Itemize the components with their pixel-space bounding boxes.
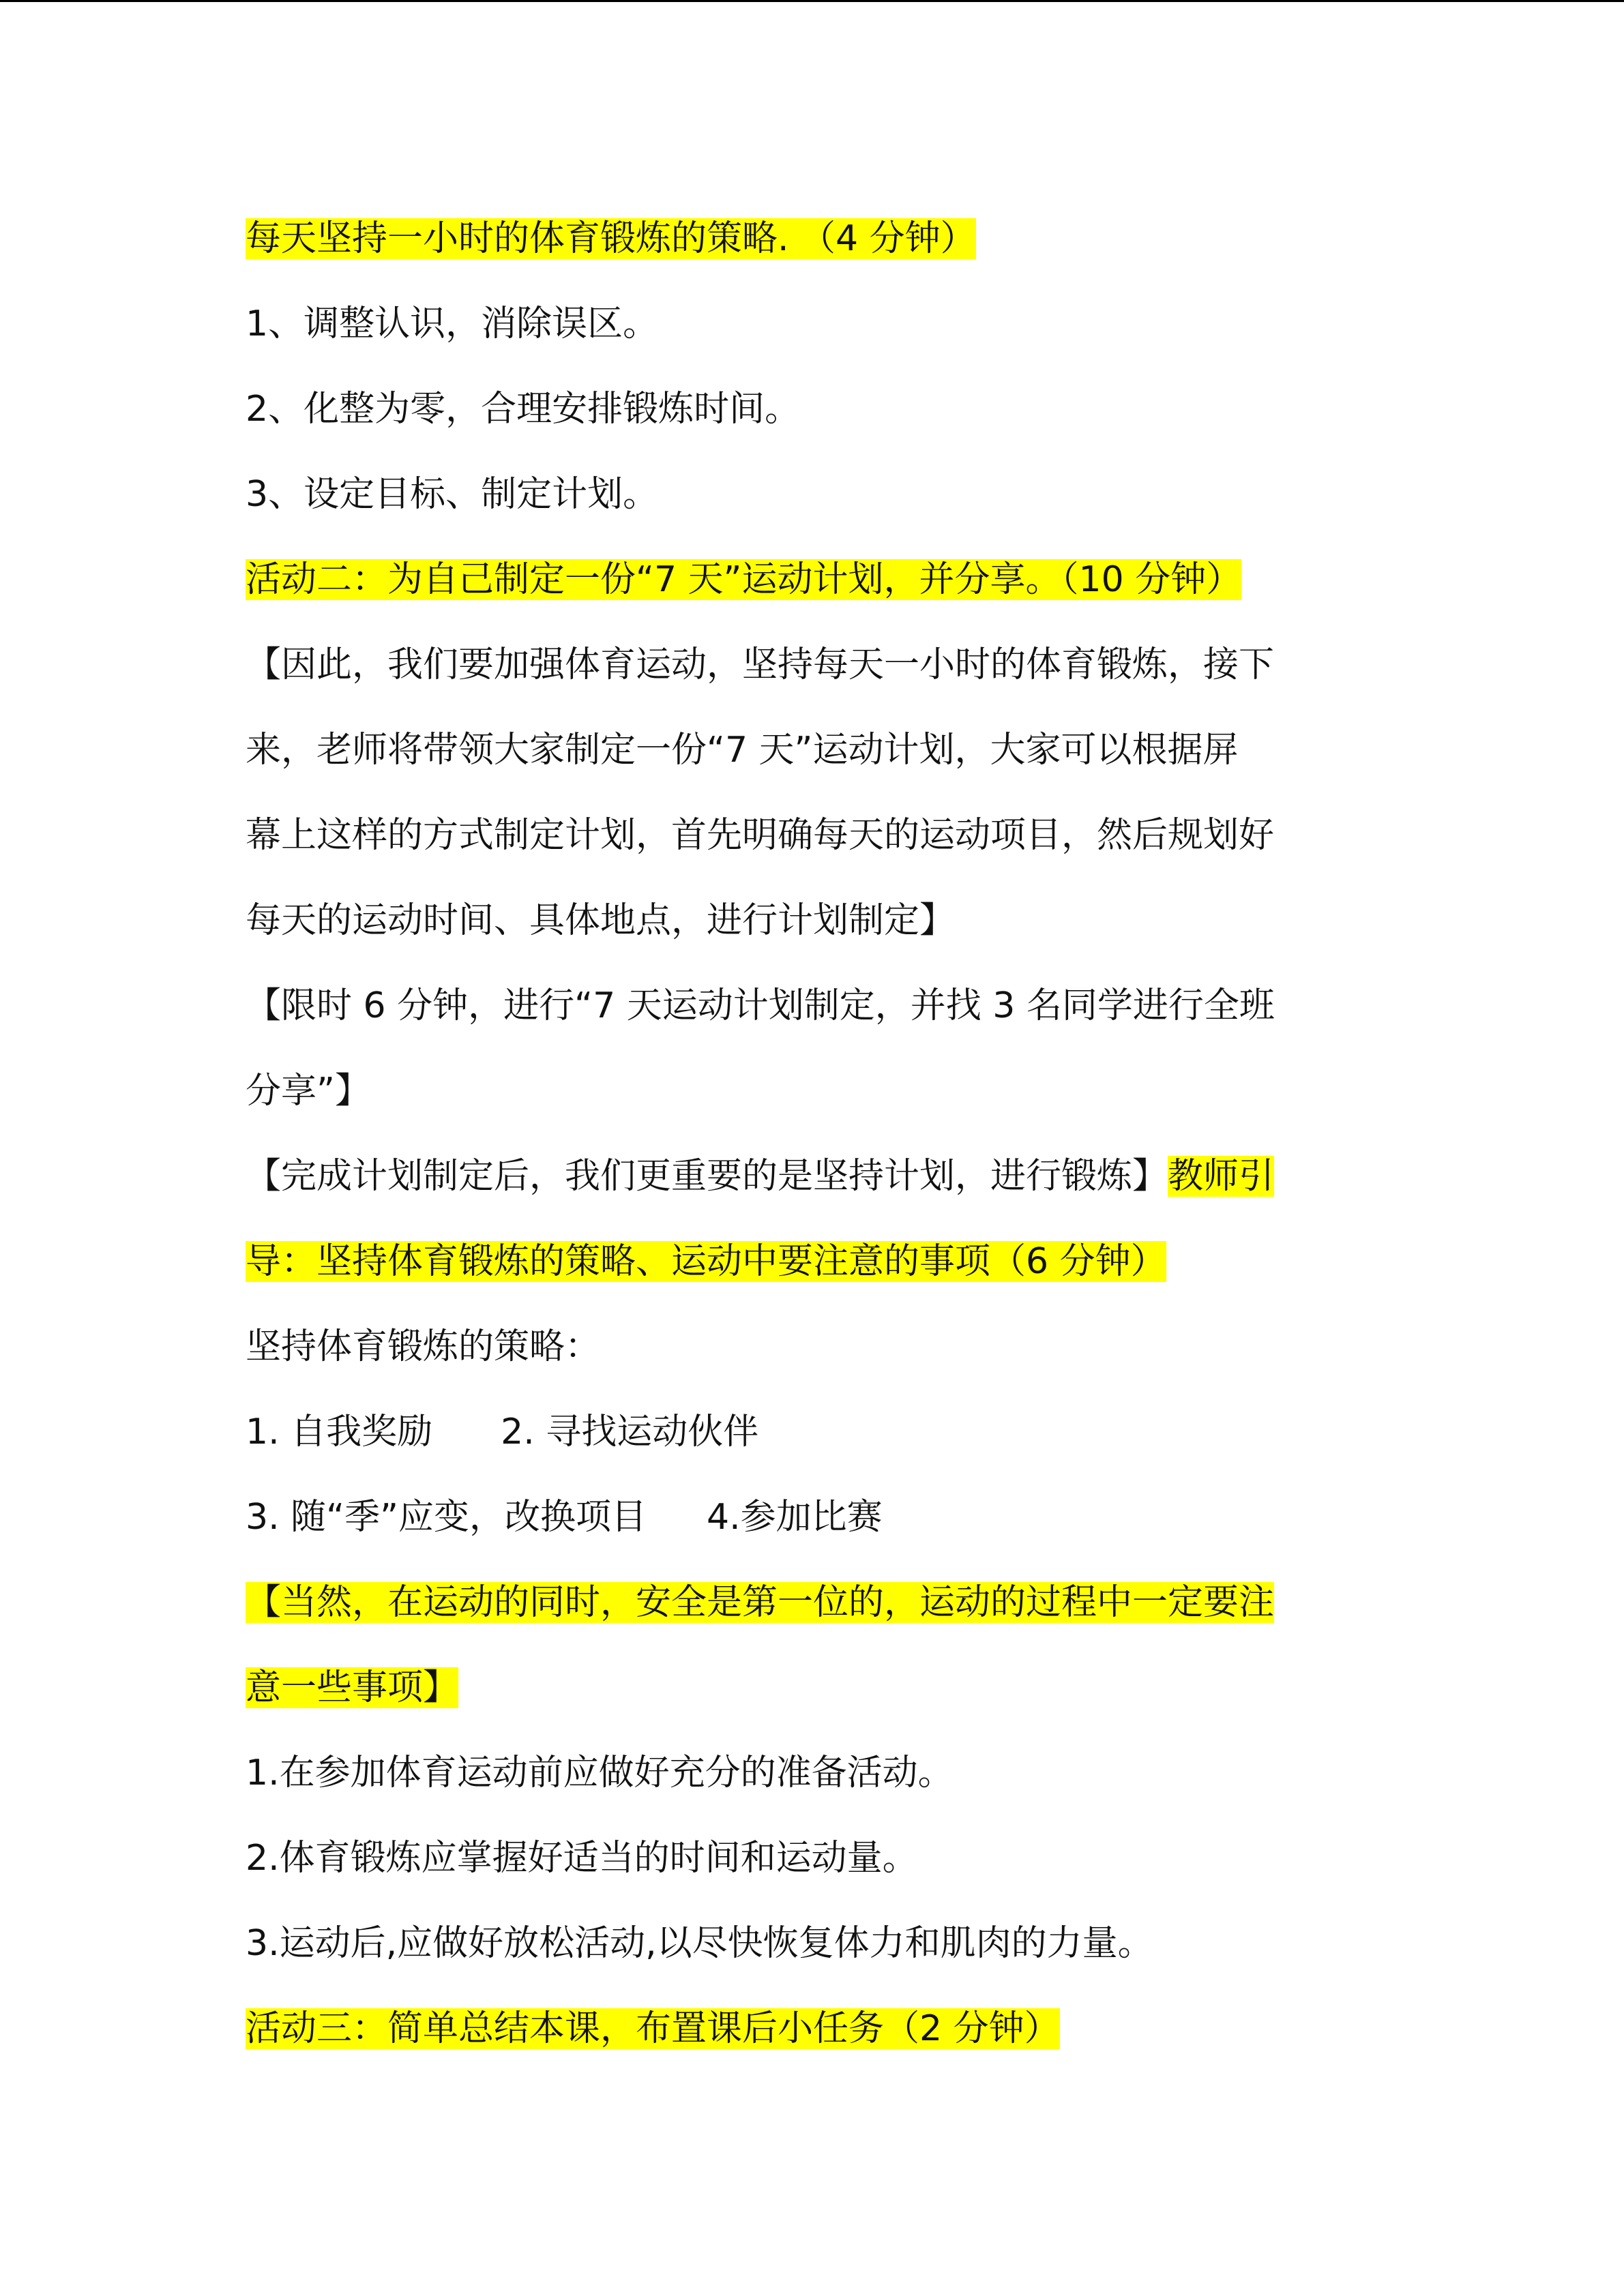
paragraph-line: 分享”】 (246, 1071, 370, 1112)
paragraph-line: 来，老师将带领大家制定一份“7 天”运动计划，大家可以根据屏 (246, 730, 1239, 771)
strategy-list-row (246, 1403, 758, 1461)
highlighted-text: 意一些事项】 (246, 1667, 459, 1708)
strategy-item-1: 1、调整认识，消除误区。 (246, 303, 659, 344)
list-item: 2. 寻找运动伙伴 (501, 1412, 759, 1452)
activity-three-heading (246, 2000, 1060, 2057)
teacher-guide-heading (246, 1233, 1166, 1290)
highlighted-text: 活动三：简单总结本课，布置课后小任务（2 分钟） (246, 2008, 1060, 2049)
strategy-list-row (246, 1489, 883, 1546)
plain-text: 【完成计划制定后，我们更重要的是坚持计划，进行锻炼】 (246, 1156, 1168, 1197)
paragraph-line: 【限时 6 分钟，进行“7 天运动计划制定，并找 3 名同学进行全班 (246, 985, 1275, 1026)
safety-note-line (246, 1574, 1274, 1631)
highlighted-text: 活动二：为自己制定一份“7 天”运动计划，并分享。（10 分钟） (246, 559, 1242, 600)
list-item: 3. 随“季”应变，改换项目 (246, 1497, 647, 1538)
safety-note-line (246, 1659, 458, 1716)
paragraph-line: 幕上这样的方式制定计划，首先明确每天的运动项目，然后规划好 (246, 815, 1275, 856)
activity-two-heading (246, 551, 1241, 608)
safety-item-1: 1.在参加体育运动前应做好充分的准备活动。 (246, 1753, 954, 1793)
highlighted-text: 每天坚持一小时的体育锻炼的策略. （4 分钟） (246, 218, 976, 259)
strategy-item-3: 3、设定目标、制定计划。 (246, 474, 659, 515)
highlighted-text: 教师引 (1168, 1156, 1275, 1197)
paragraph-line: 每天的运动时间、具体地点，进行计划制定】 (246, 900, 956, 941)
list-item: 1. 自我奖励 (246, 1412, 433, 1452)
section-heading-strategy (246, 210, 976, 267)
strategies-title: 坚持体育锻炼的策略： (246, 1326, 601, 1367)
paragraph-line: 【因此，我们要加强体育运动，坚持每天一小时的体育锻炼，接下 (246, 644, 1275, 685)
safety-item-2: 2.体育锻炼应掌握好适当的时间和运动量。 (246, 1838, 918, 1879)
highlighted-text: 导：坚持体育锻炼的策略、运动中要注意的事项（6 分钟） (246, 1241, 1166, 1282)
page-top-border (0, 0, 1624, 2)
highlighted-text: 【当然，在运动的同时，安全是第一位的，运动的过程中一定要注 (246, 1582, 1275, 1623)
safety-item-3: 3.运动后,应做好放松活动,以尽快恢复体力和肌肉的力量。 (246, 1923, 1153, 1964)
strategy-item-2: 2、化整为零，合理安排锻炼时间。 (246, 389, 801, 430)
list-item: 4.参加比赛 (707, 1497, 883, 1538)
paragraph-line (246, 1148, 1274, 1205)
